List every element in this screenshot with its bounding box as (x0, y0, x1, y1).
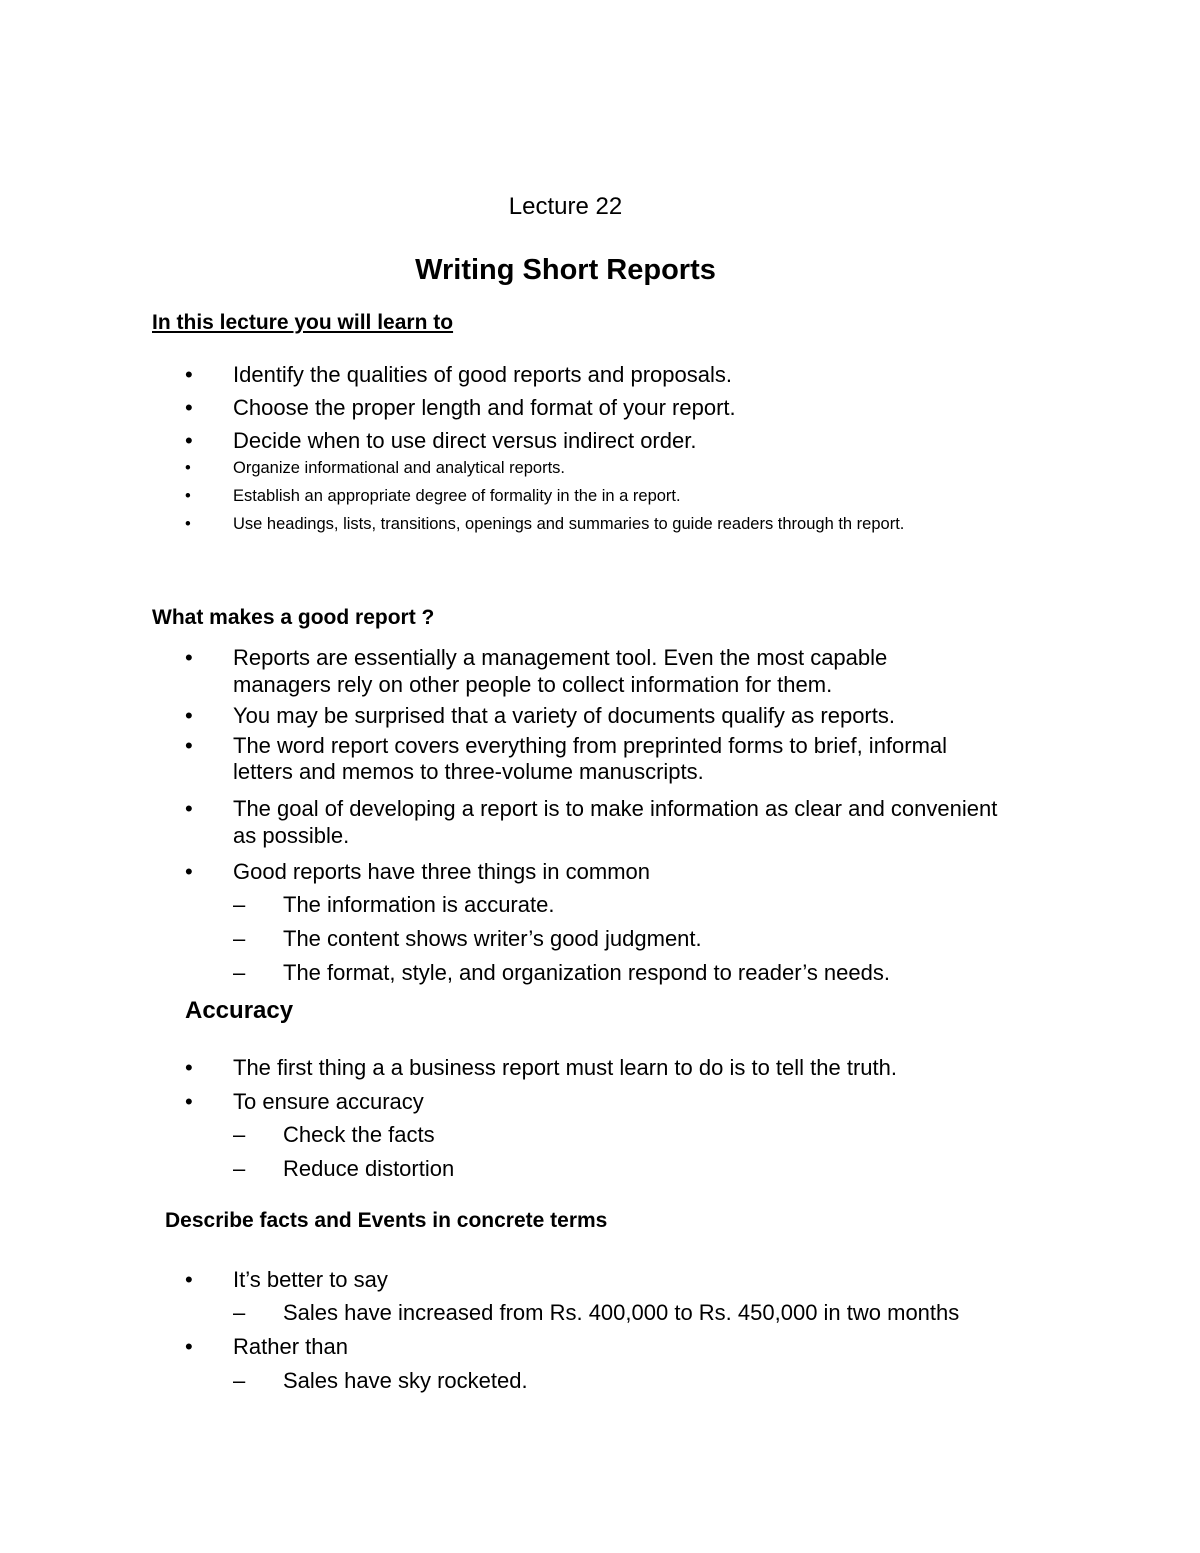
intro-item: Organize informational and analytical reports. (233, 459, 566, 477)
bullet-glyph: • (185, 733, 193, 758)
bullet-glyph: • (185, 1267, 193, 1292)
concrete-heading: Describe facts and Events in concrete terms (165, 1209, 608, 1232)
bullet-glyph: • (185, 645, 193, 670)
bullet-glyph: • (185, 1334, 193, 1359)
lecture-label: Lecture 22 (508, 193, 623, 220)
bullet-glyph: • (185, 1089, 193, 1114)
concrete-subitem: Sales have sky rocketed. (283, 1368, 528, 1393)
intro-heading: In this lecture you will learn to (152, 311, 454, 334)
dash-glyph: – (233, 926, 246, 951)
accuracy-item: The first thing a a business report must learn to do is to tell the truth. (233, 1055, 897, 1080)
dash-glyph: – (233, 960, 246, 985)
concrete-item: Rather than (233, 1334, 348, 1359)
accuracy-item: To ensure accuracy (233, 1089, 424, 1114)
intro-item: Identify the qualities of good reports and proposals. (233, 362, 732, 387)
good-report-item-line: as possible. (233, 823, 350, 848)
good-report-item-line: The goal of developing a report is to make information as clear and convenient (233, 796, 998, 821)
concrete-subitem: Sales have increased from Rs. 400,000 to Rs. 450,000 in two months (283, 1300, 960, 1325)
good-report-item-line: You may be surprised that a variety of documents qualify as reports. (233, 703, 895, 728)
good-report-item-line: letters and memos to three-volume manuscripts. (233, 759, 704, 784)
good-report-item-line: Reports are essentially a management tool. Even the most capable (233, 645, 888, 670)
good-report-item-line: The word report covers everything from preprinted forms to brief, informal (233, 733, 948, 758)
good-report-item-line: Good reports have three things in common (233, 859, 651, 884)
good-report-subitem: The format, style, and organization respond to reader’s needs. (283, 960, 890, 985)
intro-item: Establish an appropriate degree of formality in the in a report. (233, 487, 681, 505)
dash-glyph: – (233, 1156, 246, 1181)
bullet-glyph: • (185, 515, 191, 533)
accuracy-heading: Accuracy (185, 997, 294, 1024)
bullet-glyph: • (185, 362, 193, 387)
good-report-item-line: managers rely on other people to collect information for them. (233, 672, 833, 697)
good-report-heading: What makes a good report ? (152, 606, 435, 629)
dash-glyph: – (233, 1122, 246, 1147)
concrete-item: It’s better to say (233, 1267, 388, 1292)
bullet-glyph: • (185, 487, 191, 505)
page-title: Writing Short Reports (415, 254, 716, 286)
intro-item: Choose the proper length and format of your report. (233, 395, 736, 420)
intro-item: Decide when to use direct versus indirect order. (233, 428, 697, 453)
bullet-glyph: • (185, 796, 193, 821)
accuracy-subitem: Check the facts (283, 1122, 435, 1147)
bullet-glyph: • (185, 459, 191, 477)
bullet-glyph: • (185, 703, 193, 728)
bullet-glyph: • (185, 395, 193, 420)
dash-glyph: – (233, 1300, 246, 1325)
bullet-glyph: • (185, 1055, 193, 1080)
bullet-glyph: • (185, 859, 193, 884)
intro-item: Use headings, lists, transitions, openings and summaries to guide readers through th report. (233, 515, 905, 533)
accuracy-subitem: Reduce distortion (283, 1156, 455, 1181)
good-report-subitem: The information is accurate. (283, 892, 555, 917)
bullet-glyph: • (185, 428, 193, 453)
good-report-subitem: The content shows writer’s good judgment. (283, 926, 702, 951)
dash-glyph: – (233, 892, 246, 917)
dash-glyph: – (233, 1368, 246, 1393)
